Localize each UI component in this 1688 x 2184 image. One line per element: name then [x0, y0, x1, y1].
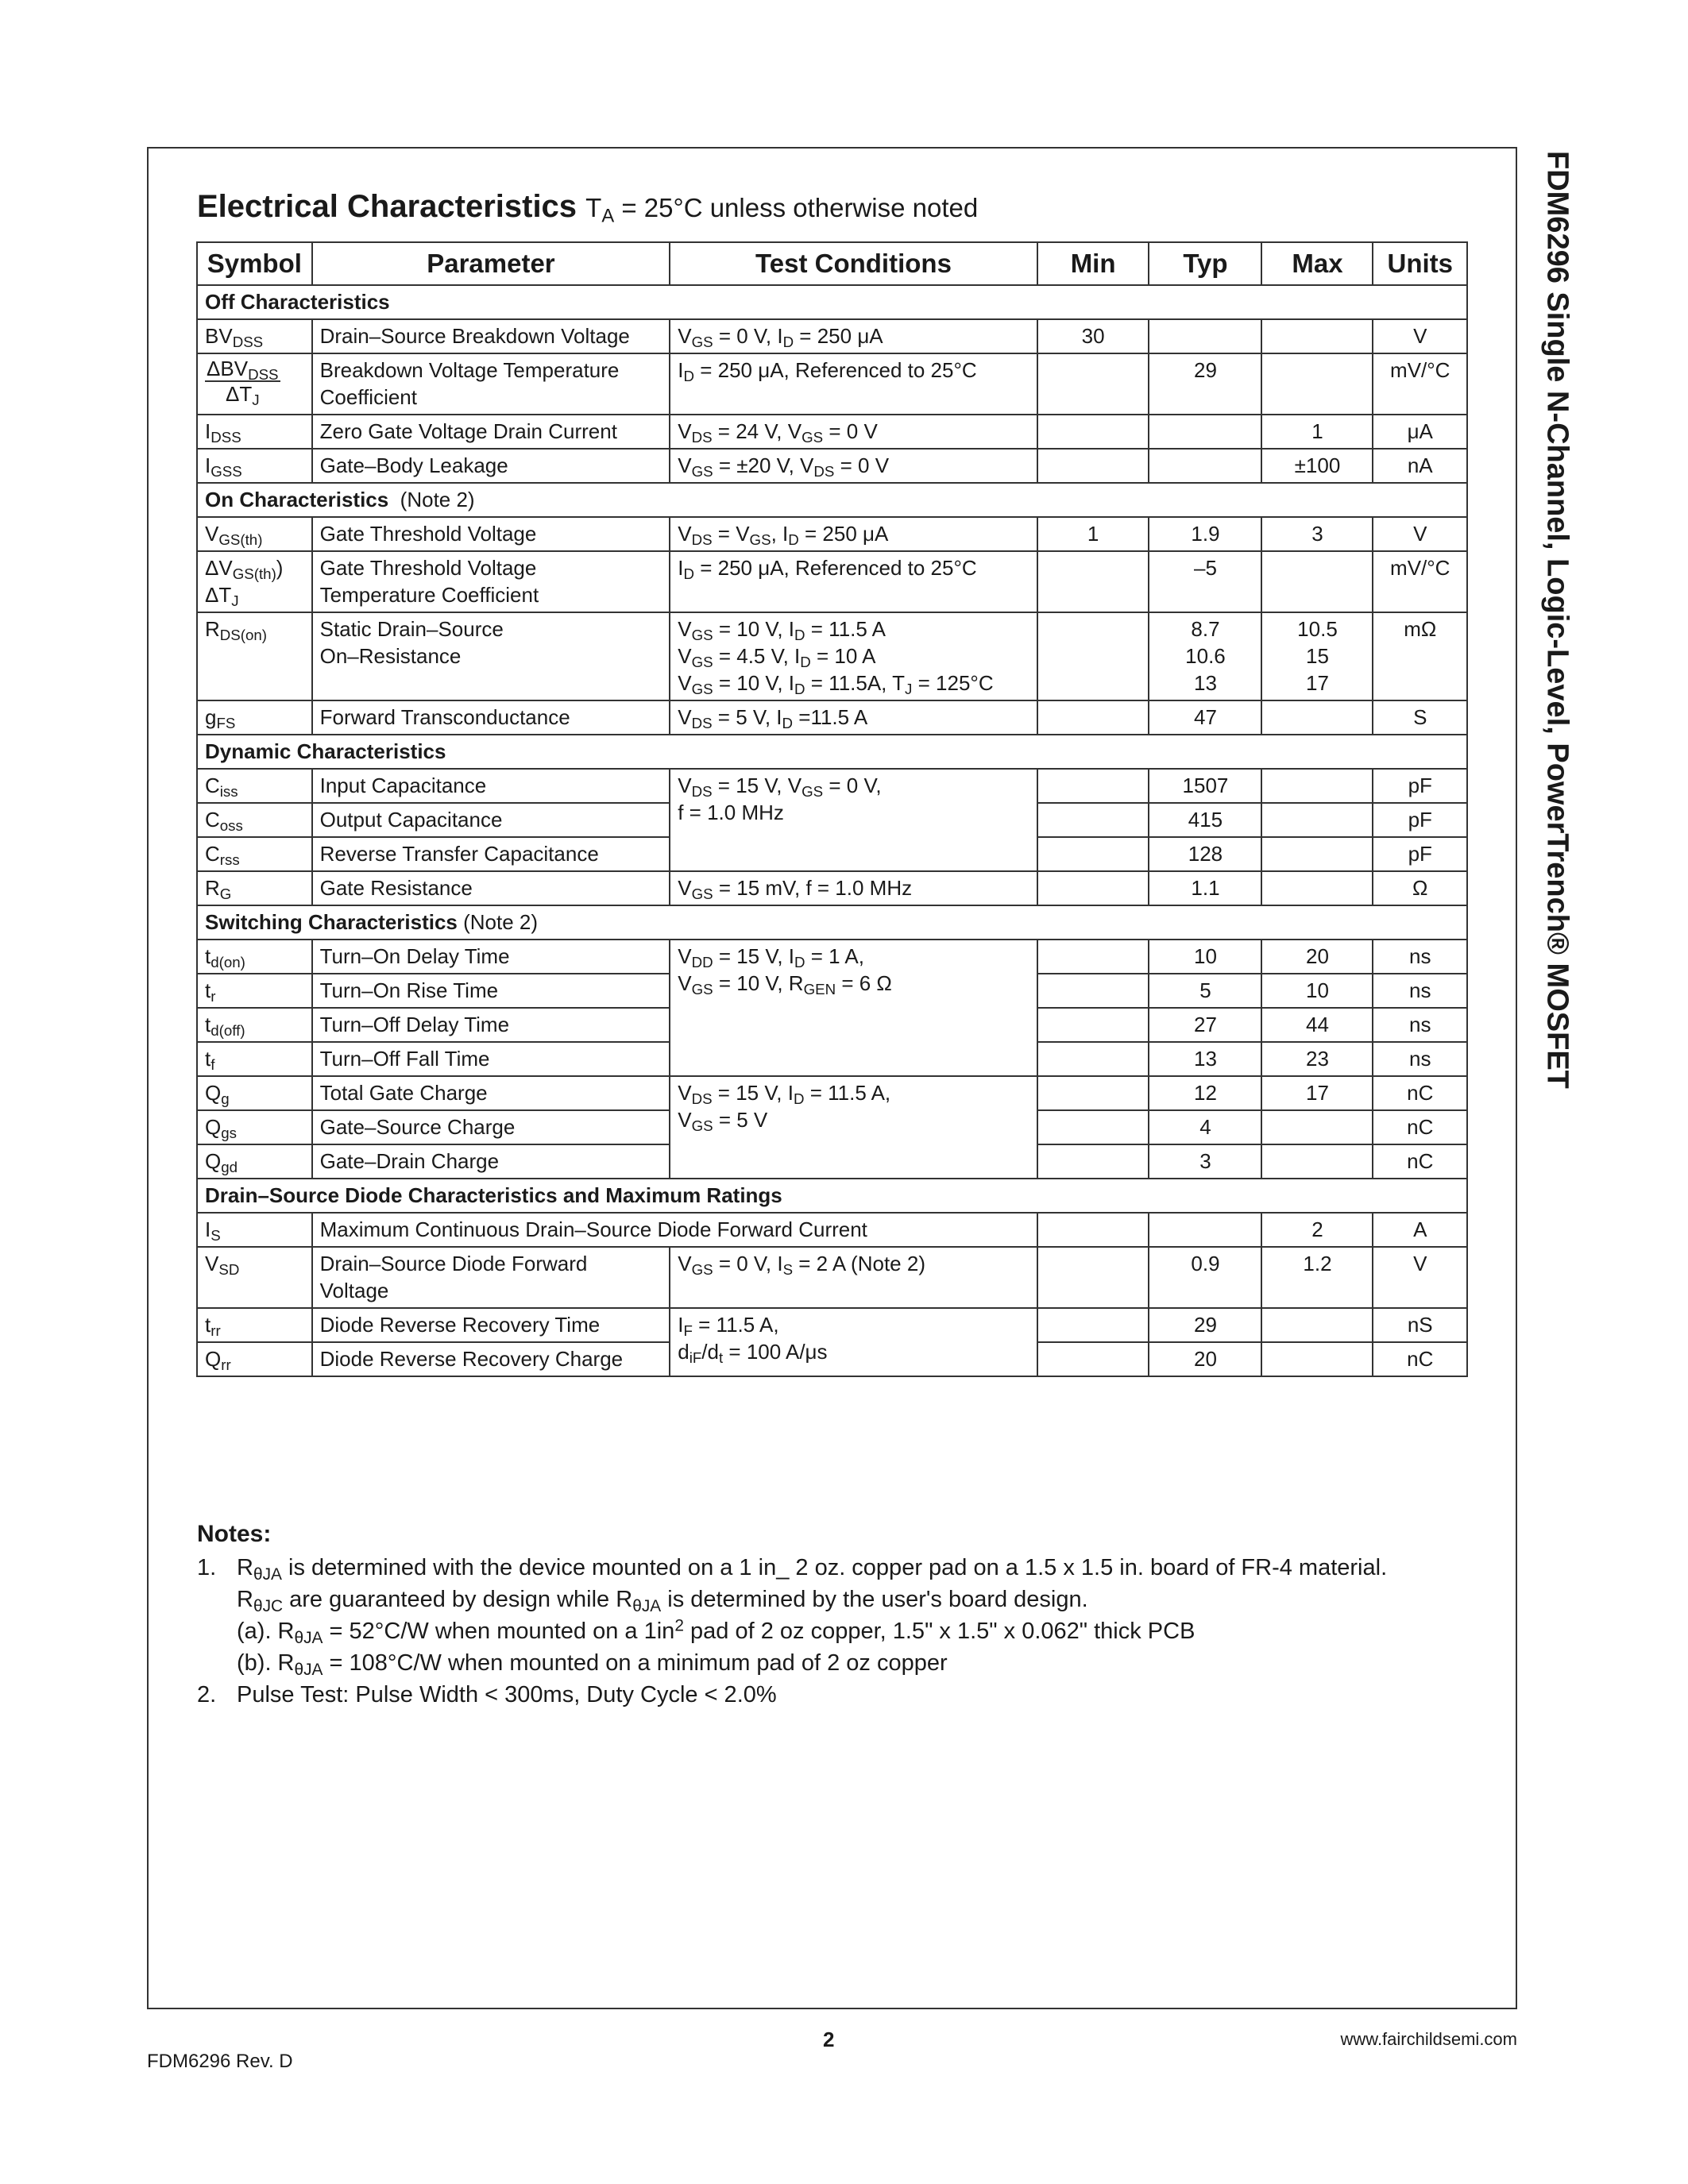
section-on: On Characteristics (Note 2)	[197, 483, 1467, 517]
units-cell: A	[1373, 1213, 1467, 1247]
units-cell: ns	[1373, 974, 1467, 1008]
max-cell: 2	[1261, 1213, 1373, 1247]
max-cell: 3	[1261, 517, 1373, 551]
condition-cell: $V_{GS} = 0$ V, $I_D = 250$ μA	[670, 319, 1037, 353]
units-cell: ns	[1373, 940, 1467, 974]
table-row	[197, 700, 1467, 735]
section-title: Electrical Characteristics $T_A = 25^\circ C$ unless otherwise noted	[197, 189, 979, 227]
max-cell	[1261, 551, 1373, 612]
table-row	[197, 353, 1467, 415]
units-cell: nS	[1373, 1308, 1467, 1342]
condition-cell: $V_{DD} = 15$ V, $I_D = 1$ A, $V_{GS} = 10$ V, $R_{GEN} = 6$ Ω	[670, 940, 1037, 1076]
table-row	[197, 551, 1467, 612]
section-off: Off Characteristics	[197, 285, 1467, 319]
parameter-cell: Gate Threshold Voltage Temperature Coefficient	[312, 551, 670, 612]
footer-website: www.fairchildsemi.com	[1340, 2029, 1517, 2049]
max-cell	[1261, 1144, 1373, 1179]
max-cell: 17	[1261, 1076, 1373, 1110]
table-row	[197, 1213, 1467, 1247]
min-cell	[1037, 612, 1149, 700]
max-cell	[1261, 353, 1373, 415]
units-cell: pF	[1373, 769, 1467, 803]
units-cell: pF	[1373, 837, 1467, 871]
symbol-cell: $BV_{DSS}$	[197, 319, 312, 353]
condition-cell: $V_{DS} = V_{GS}$, $I_D = 250$ μA	[670, 517, 1037, 551]
header-units: Units	[1373, 242, 1467, 285]
max-cell	[1261, 803, 1373, 837]
typ-cell: 29	[1149, 1308, 1261, 1342]
units-cell: pF	[1373, 803, 1467, 837]
table-row	[197, 449, 1467, 483]
symbol-cell: $R_{DS(on)}$	[197, 612, 312, 700]
min-cell	[1037, 1342, 1149, 1376]
table-header-row	[197, 242, 1467, 285]
min-cell	[1037, 449, 1149, 483]
units-cell: nA	[1373, 449, 1467, 483]
symbol-cell: $R_G$	[197, 871, 312, 905]
min-cell	[1037, 974, 1149, 1008]
section-diode: Drain–Source Diode Characteristics and Maximum Ratings	[197, 1179, 1467, 1213]
table-row	[197, 415, 1467, 449]
condition-cell: $I_D = 250$ μA, Referenced to 25°C	[670, 551, 1037, 612]
max-cell	[1261, 769, 1373, 803]
max-cell	[1261, 871, 1373, 905]
units-cell: V	[1373, 1247, 1467, 1308]
typ-cell: 29	[1149, 353, 1261, 415]
min-cell	[1037, 700, 1149, 735]
min-cell	[1037, 1076, 1149, 1110]
units-cell: mV/°C	[1373, 353, 1467, 415]
symbol-cell: $Q_{gd}$	[197, 1144, 312, 1179]
min-cell	[1037, 871, 1149, 905]
typ-cell	[1149, 415, 1261, 449]
table-row	[197, 612, 1467, 700]
condition-cell: $I_F = 11.5$ A, $d_{iF}/d_t = 100$ A/μs	[670, 1308, 1037, 1376]
typ-cell: 415	[1149, 803, 1261, 837]
header-test-conditions: Test Conditions	[670, 242, 1037, 285]
condition-cell: $V_{DS} = 15$ V, $I_D = 11.5$ A, $V_{GS} = 5$ V	[670, 1076, 1037, 1179]
condition-cell: $V_{GS} = 10$ V, $I_D = 11.5$ A $V_{GS} = 4.5$ V, $I_D = 10$ A $V_{GS} = 10$ V, $I_D = 11.5A$, $T_J = 125^\circ C$	[670, 612, 1037, 700]
min-cell	[1037, 353, 1149, 415]
max-cell: 1	[1261, 415, 1373, 449]
section-row	[197, 1179, 1467, 1213]
section-row	[197, 285, 1467, 319]
units-cell: mV/°C	[1373, 551, 1467, 612]
min-cell	[1037, 1213, 1149, 1247]
symbol-cell: $\Delta V_{GS(th)}$) $\Delta T_J$	[197, 551, 312, 612]
min-cell: 30	[1037, 319, 1149, 353]
symbol-cell: $g_{FS}$	[197, 700, 312, 735]
units-cell: ns	[1373, 1042, 1467, 1076]
footer-revision: FDM6296 Rev. D	[147, 2051, 293, 2072]
min-cell	[1037, 837, 1149, 871]
parameter-cell: Static Drain–Source On–Resistance	[312, 612, 670, 700]
symbol-cell: $t_{d(off)}$	[197, 1008, 312, 1042]
condition-cell: $V_{GS} = 15$ mV, f = 1.0 MHz	[670, 871, 1037, 905]
symbol-cell: $Q_g$	[197, 1076, 312, 1110]
units-cell: nC	[1373, 1076, 1467, 1110]
min-cell	[1037, 803, 1149, 837]
min-cell	[1037, 1247, 1149, 1308]
typ-cell: 8.7 10.6 13	[1149, 612, 1261, 700]
parameter-cell: Forward Transconductance	[312, 700, 670, 735]
typ-cell: 47	[1149, 700, 1261, 735]
parameter-cell: Diode Reverse Recovery Charge	[312, 1342, 670, 1376]
symbol-cell: $\frac{\Delta BV_{DSS}}{\Delta T_J}$	[197, 353, 312, 415]
section-row	[197, 483, 1467, 517]
parameter-cell: Breakdown Voltage Temperature Coefficient	[312, 353, 670, 415]
units-cell: nC	[1373, 1144, 1467, 1179]
min-cell	[1037, 1308, 1149, 1342]
parameter-cell: Gate Threshold Voltage	[312, 517, 670, 551]
max-cell: 10.5 15 17	[1261, 612, 1373, 700]
units-cell: μA	[1373, 415, 1467, 449]
table-row	[197, 1076, 1467, 1110]
max-cell	[1261, 319, 1373, 353]
typ-cell: 12	[1149, 1076, 1261, 1110]
parameter-cell: Turn–Off Delay Time	[312, 1008, 670, 1042]
max-cell: 20	[1261, 940, 1373, 974]
symbol-cell: $t_{rr}$	[197, 1308, 312, 1342]
table-row	[197, 871, 1467, 905]
symbol-cell: $V_{GS(th)}$	[197, 517, 312, 551]
max-cell	[1261, 700, 1373, 735]
condition-cell: $V_{GS} = 0$ V, $I_S = 2$ A (Note 2)	[670, 1247, 1037, 1308]
symbol-cell: $t_f$	[197, 1042, 312, 1076]
symbol-cell: $I_{GSS}$	[197, 449, 312, 483]
table-row	[197, 1247, 1467, 1308]
max-cell: 44	[1261, 1008, 1373, 1042]
min-cell	[1037, 1144, 1149, 1179]
table-row	[197, 769, 1467, 803]
parameter-cell: Reverse Transfer Capacitance	[312, 837, 670, 871]
min-cell	[1037, 940, 1149, 974]
units-cell: nC	[1373, 1110, 1467, 1144]
notes-section	[197, 1518, 1508, 1711]
parameter-cell: Zero Gate Voltage Drain Current	[312, 415, 670, 449]
symbol-cell: $V_{SD}$	[197, 1247, 312, 1308]
units-cell: ns	[1373, 1008, 1467, 1042]
symbol-cell: $Q_{rr}$	[197, 1342, 312, 1376]
parameter-cell: Gate–Source Charge	[312, 1110, 670, 1144]
max-cell	[1261, 837, 1373, 871]
title-condition: $T_A = 25^\circ C$ unless otherwise noted	[585, 193, 979, 227]
min-cell	[1037, 1008, 1149, 1042]
symbol-cell: $C_{rss}$	[197, 837, 312, 871]
header-parameter: Parameter	[312, 242, 670, 285]
typ-cell: 128	[1149, 837, 1261, 871]
max-cell: 1.2	[1261, 1247, 1373, 1308]
min-cell	[1037, 551, 1149, 612]
max-cell: 23	[1261, 1042, 1373, 1076]
symbol-cell: $I_S$	[197, 1213, 312, 1247]
header-min: Min	[1037, 242, 1149, 285]
typ-cell: 1.9	[1149, 517, 1261, 551]
parameter-cell: Turn–On Rise Time	[312, 974, 670, 1008]
table-row	[197, 517, 1467, 551]
parameter-cell: Total Gate Charge	[312, 1076, 670, 1110]
header-typ: Typ	[1149, 242, 1261, 285]
header-symbol: Symbol	[197, 242, 312, 285]
parameter-cell: Diode Reverse Recovery Time	[312, 1308, 670, 1342]
parameter-cell: Drain–Source Diode Forward Voltage	[312, 1247, 670, 1308]
max-cell: ±100	[1261, 449, 1373, 483]
symbol-cell: $t_r$	[197, 974, 312, 1008]
parameter-cell: Gate–Drain Charge	[312, 1144, 670, 1179]
typ-cell: 0.9	[1149, 1247, 1261, 1308]
min-cell: 1	[1037, 517, 1149, 551]
min-cell	[1037, 769, 1149, 803]
note-1: 1. $R_{\theta JA}$ is determined with the device mounted on a 1 in_ 2 oz. copper pad on a 1.5 x 1.5 in. board of FR-4 material. $R_{\theta JC}$ are guaranteed by design while $R_{\theta JA}$ is determined by the user's board design. (a). $R_{\theta JA} = 52^\circ C/W$ when mounted on a $1in^2$ pad of 2 oz copper, 1.5" x 1.5" x 0.062" thick PCB (b). $R_{\theta JA} = 108^\circ C/W$ when mounted on a minimum pad of 2 oz copper	[197, 1555, 1388, 1679]
condition-cell: $I_D = 250$ μA, Referenced to 25°C	[670, 353, 1037, 415]
typ-cell	[1149, 449, 1261, 483]
symbol-cell: $t_{d(on)}$	[197, 940, 312, 974]
max-cell	[1261, 1110, 1373, 1144]
typ-cell: 10	[1149, 940, 1261, 974]
units-cell: nC	[1373, 1342, 1467, 1376]
electrical-characteristics-table	[196, 241, 1468, 1377]
table-row	[197, 319, 1467, 353]
parameter-cell: Output Capacitance	[312, 803, 670, 837]
parameter-cell: Turn–On Delay Time	[312, 940, 670, 974]
parameter-cell: Turn–Off Fall Time	[312, 1042, 670, 1076]
typ-cell: 4	[1149, 1110, 1261, 1144]
typ-cell	[1149, 1213, 1261, 1247]
parameter-cell: Gate Resistance	[312, 871, 670, 905]
notes-heading: Notes:	[197, 1521, 272, 1547]
section-row	[197, 905, 1467, 940]
typ-cell: –5	[1149, 551, 1261, 612]
section-switching: Switching Characteristics (Note 2)	[197, 905, 1467, 940]
max-cell	[1261, 1308, 1373, 1342]
typ-cell: 20	[1149, 1342, 1261, 1376]
typ-cell	[1149, 319, 1261, 353]
table-row	[197, 1308, 1467, 1342]
symbol-cell: $C_{oss}$	[197, 803, 312, 837]
max-cell	[1261, 1342, 1373, 1376]
parameter-cell: Gate–Body Leakage	[312, 449, 670, 483]
typ-cell: 3	[1149, 1144, 1261, 1179]
typ-cell: 1507	[1149, 769, 1261, 803]
section-dynamic: Dynamic Characteristics	[197, 735, 1467, 769]
units-cell: V	[1373, 517, 1467, 551]
page-number: 2	[823, 2028, 835, 2051]
units-cell: S	[1373, 700, 1467, 735]
parameter-cell: Input Capacitance	[312, 769, 670, 803]
min-cell	[1037, 1110, 1149, 1144]
table-row	[197, 940, 1467, 974]
min-cell	[1037, 415, 1149, 449]
typ-cell: 27	[1149, 1008, 1261, 1042]
section-row	[197, 735, 1467, 769]
min-cell	[1037, 1042, 1149, 1076]
parameter-cell: Maximum Continuous Drain–Source Diode Forward Current	[312, 1213, 1037, 1247]
header-max: Max	[1261, 242, 1373, 285]
symbol-cell: $C_{iss}$	[197, 769, 312, 803]
side-title: FDM6296 Single N-Channel, Logic-Level, PowerTrench® MOSFET	[1540, 151, 1574, 1089]
condition-cell: $V_{DS} = 24$ V, $V_{GS} = 0$ V	[670, 415, 1037, 449]
typ-cell: 13	[1149, 1042, 1261, 1076]
note-2: 2. Pulse Test: Pulse Width < 300ms, Duty Cycle < 2.0%	[197, 1682, 777, 1707]
units-cell: Ω	[1373, 871, 1467, 905]
max-cell: 10	[1261, 974, 1373, 1008]
condition-cell: $V_{DS} = 5$ V, $I_D =11.5$ A	[670, 700, 1037, 735]
units-cell: mΩ	[1373, 612, 1467, 700]
condition-cell: $V_{DS} = 15$ V, $V_{GS} = 0$ V, f = 1.0 MHz	[670, 769, 1037, 871]
typ-cell: 1.1	[1149, 871, 1261, 905]
condition-cell: $V_{GS} = \pm 20$ V, $V_{DS} = 0$ V	[670, 449, 1037, 483]
typ-cell: 5	[1149, 974, 1261, 1008]
parameter-cell: Drain–Source Breakdown Voltage	[312, 319, 670, 353]
units-cell: V	[1373, 319, 1467, 353]
symbol-cell: $Q_{gs}$	[197, 1110, 312, 1144]
symbol-cell: $I_{DSS}$	[197, 415, 312, 449]
